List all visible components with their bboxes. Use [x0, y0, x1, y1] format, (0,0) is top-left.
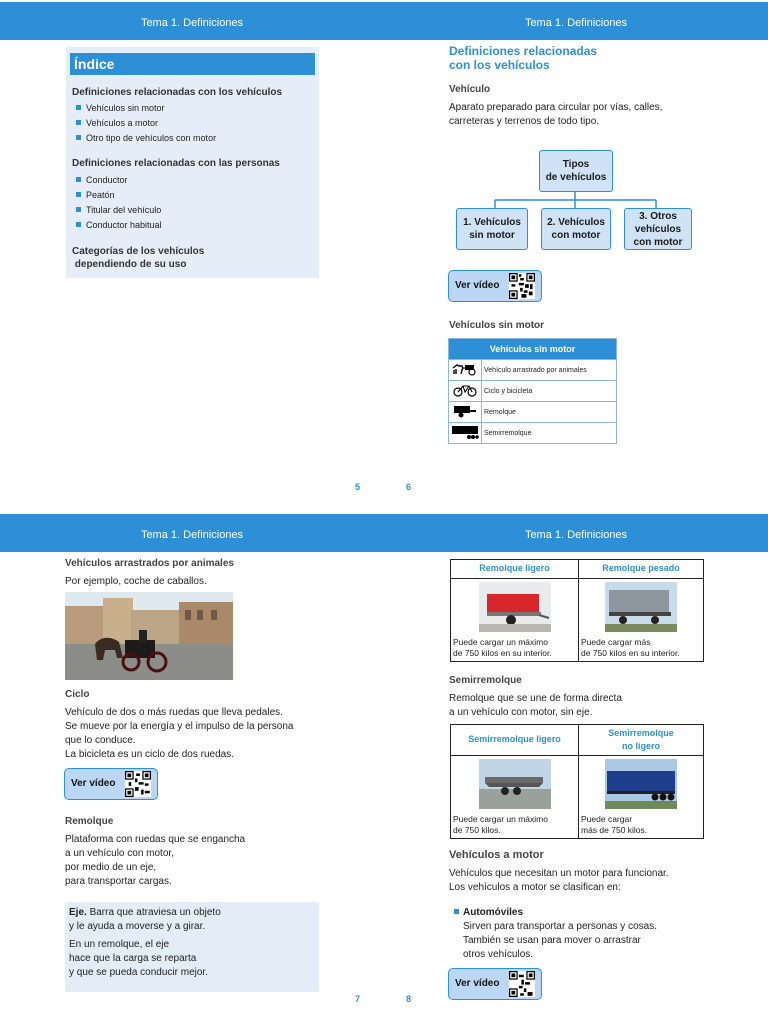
motor-text: Vehículos que necesitan un motor para funcionar. Los vehículos a motor se clasifican en:	[449, 868, 669, 893]
remolque-ligero-text: Puede cargar un máximo de 750 kilos en su interior.	[453, 637, 552, 658]
remolque-ligero-header: Remolque ligero	[451, 560, 579, 579]
semi-ligero-cell	[451, 756, 579, 839]
index-item[interactable]: Peatón	[76, 190, 115, 200]
qr-code-icon	[509, 273, 535, 299]
automoviles-text: Sirven para transportar a personas y cosas. También se usan para mover o arrastrar otros vehículos.	[463, 921, 657, 960]
diagram-root-node: Tipos de vehículos	[539, 150, 613, 192]
index-item[interactable]: Vehículos a motor	[76, 118, 158, 128]
ciclo-text: Vehículo de dos o más ruedas que lleva pedales. Se mueve por la energía y el impulso de la persona que lo conduce. La bicicleta es un ciclo de dos ruedas.	[65, 707, 294, 760]
page-5	[0, 0, 384, 512]
page-title: Definiciones relacionadas con los vehículos	[449, 44, 598, 72]
page-header: Tema 1. Definiciones	[384, 514, 768, 552]
index-item[interactable]: Conductor	[76, 175, 128, 185]
motor-heading: Vehículos a motor	[449, 849, 544, 861]
remolque-ligero-cell	[451, 579, 579, 662]
qr-code-icon	[125, 771, 151, 797]
semitrailer-icon	[449, 423, 482, 444]
sin-motor-heading: Vehículos sin motor	[449, 320, 545, 331]
diagram-node-sin-motor: 1. Vehículos sin motor	[456, 208, 528, 250]
horse-carriage-photo	[65, 592, 233, 680]
ver-video-button[interactable]	[448, 270, 542, 302]
bullet-icon	[454, 909, 459, 914]
remolque-comparison-table	[450, 559, 704, 662]
ver-video-label: Ver vídeo	[455, 280, 500, 291]
table-row: Ciclo y bicicleta	[482, 381, 617, 402]
heavy-semitrailer-photo	[605, 759, 677, 809]
eje-definition: Eje. Barra que atraviesa un objeto y le ayuda a moverse y a girar.	[69, 907, 221, 932]
page-header: Tema 1. Definiciones	[0, 514, 384, 552]
eje-glossary-box	[65, 902, 319, 992]
remolque-pesado-header: Remolque pesado	[579, 560, 704, 579]
bicycle-icon	[449, 381, 482, 402]
horse-cart-icon	[449, 360, 482, 381]
animales-text: Por ejemplo, coche de caballos.	[65, 576, 207, 587]
table-row: Semirremolque	[482, 423, 617, 444]
table-row: Remolque	[482, 402, 617, 423]
index-title: Índice	[70, 53, 315, 75]
page-number: 7	[355, 994, 361, 1004]
trailer-icon	[449, 402, 482, 423]
semirremolque-heading: Semirremolque	[449, 675, 522, 686]
index-section-vehiculos[interactable]: Definiciones relacionadas con los vehículos	[72, 87, 283, 98]
automoviles-item: Automóviles	[454, 907, 523, 918]
page-header: Tema 1. Definiciones	[0, 2, 384, 40]
index-item[interactable]: Titular del vehículo	[76, 205, 161, 215]
index-section-personas[interactable]: Definiciones relacionadas con las personas	[72, 158, 280, 169]
ver-video-button[interactable]	[64, 768, 158, 800]
vehiculo-definition: Aparato preparado para circular por vías, calles, carreteras y terrenos de todo tipo.	[449, 102, 663, 127]
remolque-heading: Remolque	[65, 816, 114, 827]
diagram-node-otros: 3. Otros vehículos con motor	[624, 208, 692, 250]
page-header: Tema 1. Definiciones	[384, 2, 768, 40]
ciclo-heading: Ciclo	[65, 689, 90, 700]
ver-video-label: Ver vídeo	[455, 978, 500, 989]
page-6	[384, 0, 768, 512]
index-section-categorias[interactable]: Categorías de los vehículos dependiendo de su uso	[72, 246, 205, 270]
remolque-pesado-text: Puede cargar más de 750 kilos en su interior.	[581, 637, 680, 658]
semi-ligero-text: Puede cargar un máximo de 750 kilos.	[453, 814, 548, 835]
light-semitrailer-photo	[479, 759, 551, 809]
remolque-pesado-cell	[579, 579, 704, 662]
ver-video-button[interactable]	[448, 968, 542, 1000]
page-number: 6	[406, 482, 412, 492]
index-item[interactable]: Vehículos sin motor	[76, 103, 165, 113]
ver-video-label: Ver vídeo	[71, 778, 116, 789]
index-item[interactable]: Otro tipo de vehículos con motor	[76, 133, 216, 143]
light-trailer-photo	[479, 582, 551, 632]
page-7	[0, 512, 384, 1024]
diagram-node-con-motor: 2. Vehículos con motor	[541, 208, 611, 250]
page-8	[384, 512, 768, 1024]
sin-motor-table	[448, 338, 617, 444]
page-number: 8	[406, 994, 412, 1004]
table-row: Vehículo arrastrado por animales	[482, 360, 617, 381]
semi-no-ligero-text: Puede cargar más de 750 kilos.	[581, 814, 648, 835]
index-panel	[66, 47, 319, 278]
heavy-trailer-photo	[605, 582, 677, 632]
eje-note: En un remolque, el eje hace que la carga se reparta y que se pueda conducir mejor.	[69, 939, 208, 978]
semi-no-ligero-header: Semirremolque no ligero	[579, 725, 704, 756]
vehiculo-heading: Vehículo	[449, 84, 491, 95]
semi-ligero-header: Semirremolque ligero	[451, 725, 579, 756]
semirremolque-text: Remolque que se une de forma directa a un vehículo con motor, sin eje.	[449, 693, 622, 718]
remolque-text: Plataforma con ruedas que se engancha a un vehículo con motor, por medio de un eje, para transportar cargas.	[65, 834, 246, 887]
semi-no-ligero-cell	[579, 756, 704, 839]
animales-heading: Vehículos arrastrados por animales	[65, 558, 234, 569]
semirremolque-comparison-table	[450, 724, 704, 839]
qr-code-icon	[509, 971, 535, 997]
table-header: Vehículos sin motor	[449, 339, 617, 360]
index-item[interactable]: Conductor habitual	[76, 220, 162, 230]
page-number: 5	[355, 482, 361, 492]
